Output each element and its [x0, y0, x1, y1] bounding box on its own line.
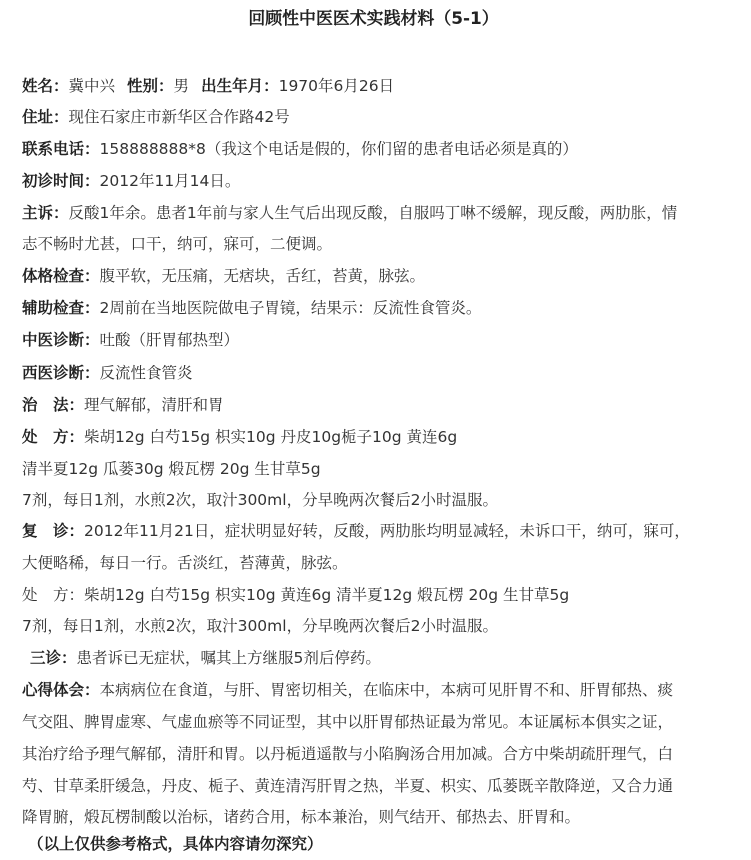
experience-row-5: [22, 807, 580, 827]
complaint-row-2: [22, 234, 332, 254]
auxiliary-exam-label: 辅助检查：: [22, 299, 100, 317]
physical-exam-label: 体格检查：: [22, 267, 100, 285]
gender-label: 性别：: [127, 77, 174, 95]
experience-row-3: [22, 744, 673, 764]
treatment-row: [22, 395, 224, 415]
prescription-row-1: [22, 427, 457, 447]
experience-text-5: 降胃腑，煅瓦楞制酸以治标，诸药合用，标本兼治，则气结开、郁热去、肝胃和。: [22, 808, 581, 826]
physical-exam-value: 腹平软，无压痛，无痞块，舌红，苔黄，脉弦。: [99, 267, 426, 285]
prescription-label: 处 方：: [22, 428, 85, 446]
treatment-value: 理气解郁，清肝和胃: [84, 396, 224, 414]
phone-label: 联系电话：: [22, 140, 100, 158]
prescription-row-2: [22, 459, 321, 479]
third-visit-row: [30, 648, 381, 668]
physical-exam-row: [22, 266, 425, 286]
prescription-text-1: 柴胡12g 白芍15g 枳实10g 丹皮10g栀子10g 黄连6g: [84, 428, 458, 446]
experience-row-4: [22, 776, 673, 796]
address-label: 住址：: [22, 108, 69, 126]
phone-row: [22, 139, 578, 159]
prescription2-text-1: 柴胡12g 白芍15g 枳实10g 黄连6g 清半夏12g 煅瓦楞 20g 生甘草5g: [84, 586, 570, 604]
first-visit-row: [22, 171, 240, 191]
followup-row-1: [22, 521, 690, 541]
followup-label: 复 诊：: [22, 522, 85, 540]
experience-label: 心得体会：: [22, 681, 100, 699]
first-visit-value: 2012年11月14日。: [99, 172, 241, 190]
address-row: [22, 107, 290, 127]
patient-info-row: [22, 76, 394, 96]
tcm-diagnosis-value: 吐酸（肝胃郁热型）: [99, 331, 240, 349]
followup-row-2: [22, 553, 348, 573]
followup-text-1: 2012年11月21日，症状明显好转，反酸，两肋胀均明显减轻，未诉口干，纳可，寐可，: [84, 522, 690, 540]
western-diagnosis-row: [22, 363, 193, 383]
prescription2-label: 处 方：: [22, 586, 85, 604]
prescription2-text-2: 7剂，每日1剂，水煎2次，取汁300ml，分早晚两次餐后2小时温服。: [22, 617, 498, 635]
complaint-label: 主诉：: [22, 204, 69, 222]
first-visit-label: 初诊时间：: [22, 172, 100, 190]
experience-text-1: 本病病位在食道，与肝、胃密切相关，在临床中，本病可见肝胃不和、肝胃郁热、痰: [99, 681, 674, 699]
phone-value: 158888888*8（我这个电话是假的，你们留的患者电话必须是真的）: [99, 140, 578, 158]
name-value: 冀中兴: [68, 77, 116, 95]
complaint-text-1: 反酸1年余。患者1年前与家人生气后出现反酸，自服吗丁啉不缓解，现反酸，两肋胀，情: [68, 204, 678, 222]
auxiliary-exam-value: 2周前在当地医院做电子胃镜，结果示：反流性食管炎。: [99, 299, 482, 317]
prescription-text-2: 清半夏12g 瓜蒌30g 煅瓦楞 20g 生甘草5g: [22, 460, 321, 478]
prescription2-row-2: [22, 616, 498, 636]
prescription-text-3: 7剂，每日1剂，水煎2次，取汁300ml，分早晚两次餐后2小时温服。: [22, 491, 498, 509]
address-value: 现住石家庄市新华区合作路42号: [68, 108, 290, 126]
prescription-row-3: [22, 490, 498, 510]
complaint-text-2: 志不畅时尤甚，口干，纳可，寐可，二便调。: [22, 235, 333, 253]
third-visit-label: 三诊：: [30, 649, 77, 667]
treatment-label: 治 法：: [22, 396, 85, 414]
tcm-diagnosis-label: 中医诊断：: [22, 331, 100, 349]
prescription2-row-1: [22, 585, 569, 605]
birth-label: 出生年月：: [201, 77, 279, 95]
complaint-row-1: [22, 203, 677, 223]
gender-value: 男: [173, 77, 190, 95]
western-diagnosis-value: 反流性食管炎: [99, 364, 193, 382]
experience-text-2: 气交阻、脾胃虚寒、气虚血瘀等不同证型，其中以肝胃郁热证最为常见。本证属标本俱实之证，: [22, 713, 674, 731]
experience-row-2: [22, 712, 673, 732]
tcm-diagnosis-row: [22, 330, 239, 350]
name-label: 姓名：: [22, 77, 69, 95]
experience-text-3: 其治疗给予理气解郁，清肝和胃。以丹栀逍遥散与小陷胸汤合用加减。合方中柴胡疏肝理气，白: [22, 745, 674, 763]
document-title: 回顾性中医医术实践材料（5-1）: [248, 9, 499, 29]
auxiliary-exam-row: [22, 298, 481, 318]
followup-text-2: 大便略稀，每日一行。舌淡红，苔薄黄，脉弦。: [22, 554, 348, 572]
experience-text-4: 芍、甘草柔肝缓急，丹皮、栀子、黄连清泻肝胃之热，半夏、枳实、瓜蒌既辛散降逆，又合力通: [22, 777, 674, 795]
third-visit-value: 患者诉已无症状，嘱其上方继服5剂后停药。: [76, 649, 381, 667]
western-diagnosis-label: 西医诊断：: [22, 364, 100, 382]
experience-row-1: [22, 680, 673, 700]
footer-note: （以上仅供参考格式，具体内容请勿深究）: [28, 835, 323, 853]
birth-value: 1970年6月26日: [278, 77, 395, 95]
